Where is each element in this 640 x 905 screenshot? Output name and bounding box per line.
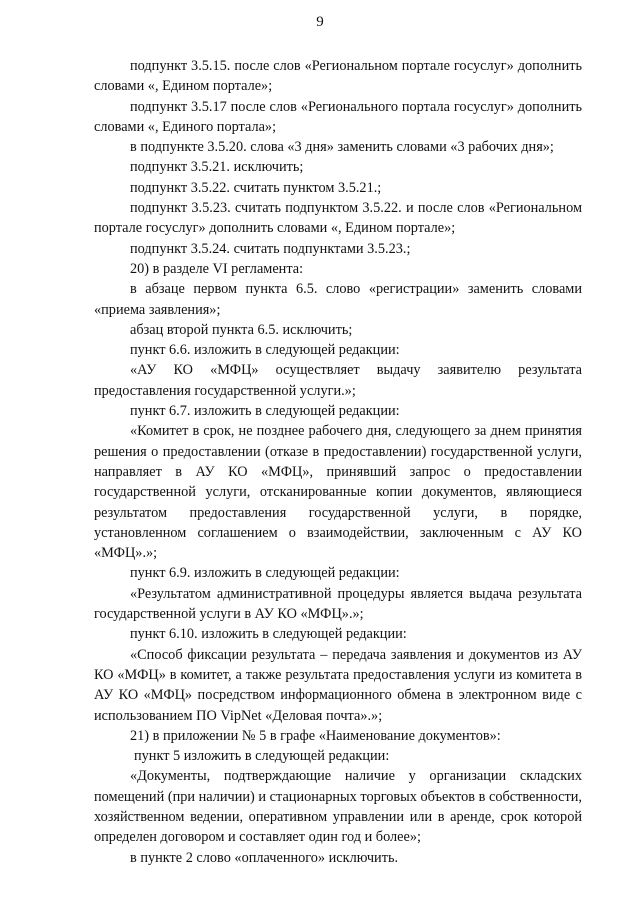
- paragraph: в подпункте 3.5.20. слова «3 дня» заменить словами «3 рабочих дня»;: [130, 139, 554, 156]
- paragraph: пункт 6.7. изложить в следующей редакции:: [130, 403, 400, 420]
- paragraph: подпункт 3.5.22. считать пунктом 3.5.21.;: [130, 179, 382, 196]
- page-number: 9: [316, 14, 324, 30]
- paragraph: подпункт 3.5.15. после слов «Региональном портале госуслуг» дополнить словами «, Едином портале»;: [94, 58, 582, 95]
- paragraph: подпункт 3.5.24. считать подпунктами 3.5.23.;: [130, 240, 411, 257]
- paragraph: 20) в разделе VI регламента:: [130, 260, 304, 277]
- paragraph: «Способ фиксации результата – передача заявления и документов из АУ КО «МФЦ» в комитет, а также результата предоставления услуги из комитета в АУ КО «МФЦ» посредством информационного обмена в электронном виде с использованием ПО VipNet «Деловая почта».»;: [94, 646, 582, 724]
- paragraph: «Результатом административной процедуры является выдача результата государственной услуги в АУ КО «МФЦ».»;: [94, 585, 582, 623]
- paragraph: подпункт 3.5.23. считать подпунктом 3.5.22. и после слов «Региональном портале госуслуг» дополнить словами «, Едином портале»;: [94, 200, 582, 237]
- paragraph: 21) в приложении № 5 в графе «Наименование документов»:: [130, 727, 501, 744]
- paragraph: подпункт 3.5.21. исключить;: [130, 159, 304, 176]
- paragraph: пункт 6.6. изложить в следующей редакции:: [130, 342, 400, 359]
- paragraph: пункт 6.10. изложить в следующей редакции:: [130, 626, 407, 643]
- paragraph: «Комитет в срок, не позднее рабочего дня, следующего за днем принятия решения о предоставлении (отказе в предоставлении) государственной услуги, направляет в АУ КО «МФЦ», принявший запрос о предоставлении государственной услуги, отсканированные копии документов, являющиеся результатом предоставления государственной услуги, в порядке, установленном соглашением о взаимодействии, заключенным с АУ КО «МФЦ».»;: [94, 423, 582, 562]
- paragraph: «Документы, подтверждающие наличие у организации складских помещений (при наличии) и стационарных торговых объектов в собственности, хозяйственном ведении, оперативном управлении или в аренде, срок которой определен договором и составляет один год и более»;: [94, 768, 582, 846]
- paragraph: пункт 6.9. изложить в следующей редакции:: [130, 565, 400, 582]
- paragraph: «АУ КО «МФЦ» осуществляет выдачу заявителю результата предоставления государственной услуги.»;: [94, 362, 582, 399]
- paragraph: в абзаце первом пункта 6.5. слово «регистрации» заменить словами «приема заявления»;: [94, 281, 582, 318]
- paragraph: подпункт 3.5.17 после слов «Регионального портала госуслуг» дополнить словами «, Единого портала»;: [94, 98, 582, 135]
- paragraph: пункт 5 изложить в следующей редакции:: [134, 748, 390, 765]
- paragraph: в пункте 2 слово «оплаченного» исключить.: [130, 849, 399, 866]
- document-body: [94, 56, 582, 868]
- paragraph: абзац второй пункта 6.5. исключить;: [130, 321, 353, 338]
